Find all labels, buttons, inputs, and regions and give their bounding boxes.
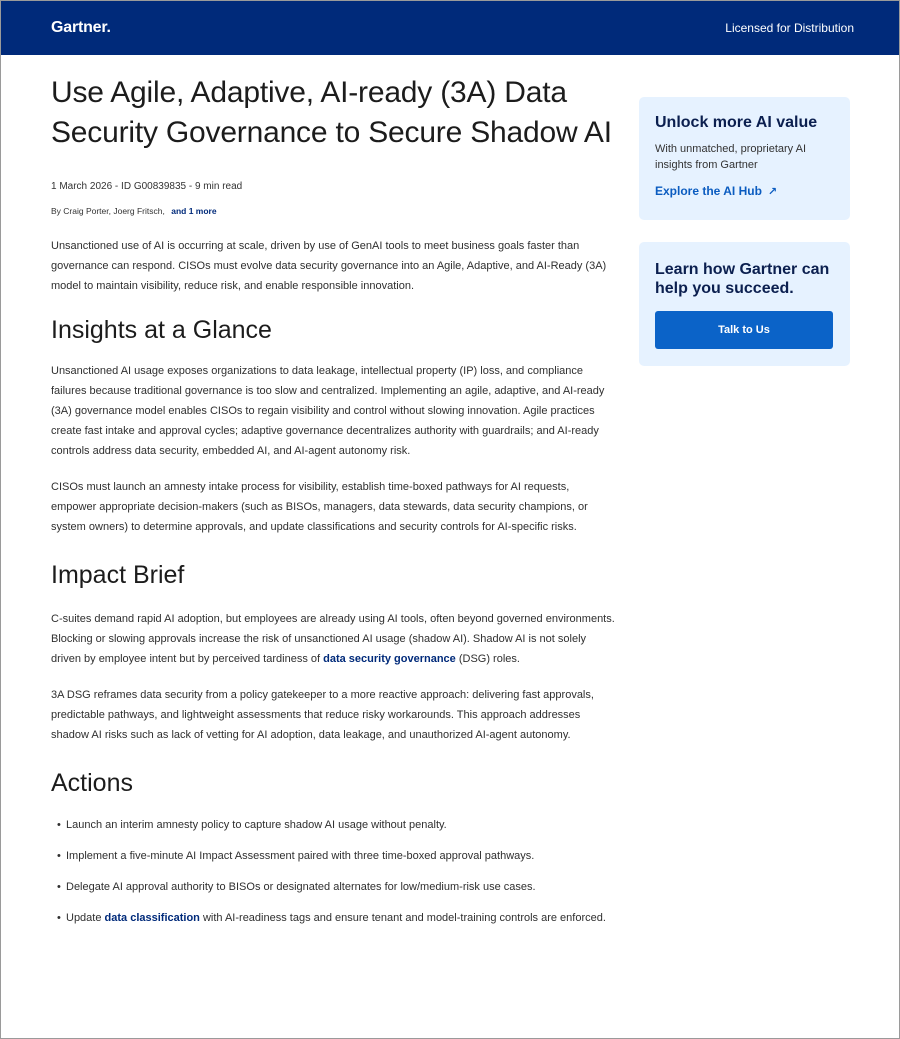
ai-card-description: With unmatched, proprietary AI insights from Gartner xyxy=(655,143,807,171)
byline-authors: By Craig Porter, Joerg Fritsch, xyxy=(51,206,165,216)
bullet-icon: • xyxy=(57,850,61,862)
list-item xyxy=(51,846,616,866)
insights-paragraph-2: CISOs must launch an amnesty intake process for visibility, establish time-boxed pathways for AI requests, empower appropriate decision-makers (such as BISOs, managers, data stewards, data security champions, or system owners) to determine approvals, and update classifications and security controls for AI-specific risks. xyxy=(51,481,588,533)
dsg-link[interactable]: data security governance xyxy=(323,653,456,665)
bullet-icon: • xyxy=(57,912,61,924)
impact-paragraph-1 xyxy=(51,609,616,669)
impact-p1-tail: (DSG) roles. xyxy=(455,653,520,665)
license-label: Licensed for Distribution xyxy=(725,21,854,35)
list-item-text: Implement a five-minute AI Impact Assessment paired with three time-boxed approval pathways. xyxy=(66,850,535,862)
list-item-text: Delegate AI approval authority to BISOs or designated alternates for low/medium-risk use cases. xyxy=(66,881,536,893)
impact-paragraph-2: 3A DSG reframes data security from a policy gatekeeper to a more reactive approach: delivering fast approvals, predictable pathways, and lightweight assessments that reduce risky workarounds. This approach addresses shadow AI risks such as lack of vetting for AI adoption, data leakage, and unauthorized AI-agent autonomy. xyxy=(51,689,594,741)
article-title: Use Agile, Adaptive, AI-ready (3A) Data Security Governance to Secure Shadow AI xyxy=(51,76,612,149)
talk-to-us-button[interactable]: Talk to Us xyxy=(655,311,833,349)
insights-heading: Insights at a Glance xyxy=(51,316,272,344)
explore-ai-hub-link[interactable] xyxy=(655,184,834,198)
list-item-text: Launch an interim amnesty policy to capture shadow AI usage without penalty. xyxy=(66,819,447,831)
bullet-icon: • xyxy=(57,881,61,893)
data-classification-link[interactable]: data classification xyxy=(104,912,200,924)
external-arrow-icon: ↗ xyxy=(767,185,778,198)
actions-heading: Actions xyxy=(51,769,133,797)
article-meta: 1 March 2026 - ID G00839835 - 9 min read xyxy=(51,181,243,192)
impact-heading: Impact Brief xyxy=(51,561,185,589)
article-lead: Unsanctioned use of AI is occurring at scale, driven by use of GenAI tools to meet business goals faster than governance can respond. CISOs must evolve data security governance into an Agile, Adaptive, and AI-Ready (3A) model to maintain visibility, reduce risk, and enable responsible innovation. xyxy=(51,240,607,292)
bullet-icon: • xyxy=(57,819,61,831)
actions-list xyxy=(51,815,616,928)
ai-card-title: Unlock more AI value xyxy=(655,114,818,131)
top-header xyxy=(1,1,899,55)
explore-ai-hub-label[interactable]: Explore the AI Hub xyxy=(655,184,762,198)
list-item xyxy=(51,908,616,928)
impact-p1-text: C-suites demand rapid AI adoption, but employees are already using AI tools, often beyond governed environments. Blocking or slowing approvals increase the risk of unsanctioned AI usage (shadow AI). Shadow AI is not solely driven by employee intent but by perceived tardiness of xyxy=(51,613,615,665)
list-item xyxy=(51,815,616,835)
insights-paragraph-1: Unsanctioned AI usage exposes organizations to data leakage, intellectual property (IP) loss, and compliance failures because traditional governance is too slow and centralized. Implementing an agile, adaptive, and AI-ready (3A) governance model enables CISOs to regain visibility and control without slowing innovation. Agile practices create fast intake and approval cycles; adaptive governance decentralizes authority with guardrails; and AI-ready controls address data security, embedded AI, and AI-agent autonomy risk. xyxy=(51,365,605,457)
list-item xyxy=(51,877,616,897)
contact-card xyxy=(639,242,850,366)
contact-card-title: Learn how Gartner can help you succeed. xyxy=(655,261,830,297)
ai-hub-card xyxy=(639,97,850,220)
article-body xyxy=(51,73,616,939)
article-byline xyxy=(51,206,616,216)
list-item-tail: with AI-readiness tags and ensure tenant and model-training controls are enforced. xyxy=(199,912,606,924)
byline-more-link[interactable]: and 1 more xyxy=(171,206,217,216)
gartner-logo[interactable]: Gartner. xyxy=(51,19,111,36)
list-item-text: Update xyxy=(66,912,105,924)
